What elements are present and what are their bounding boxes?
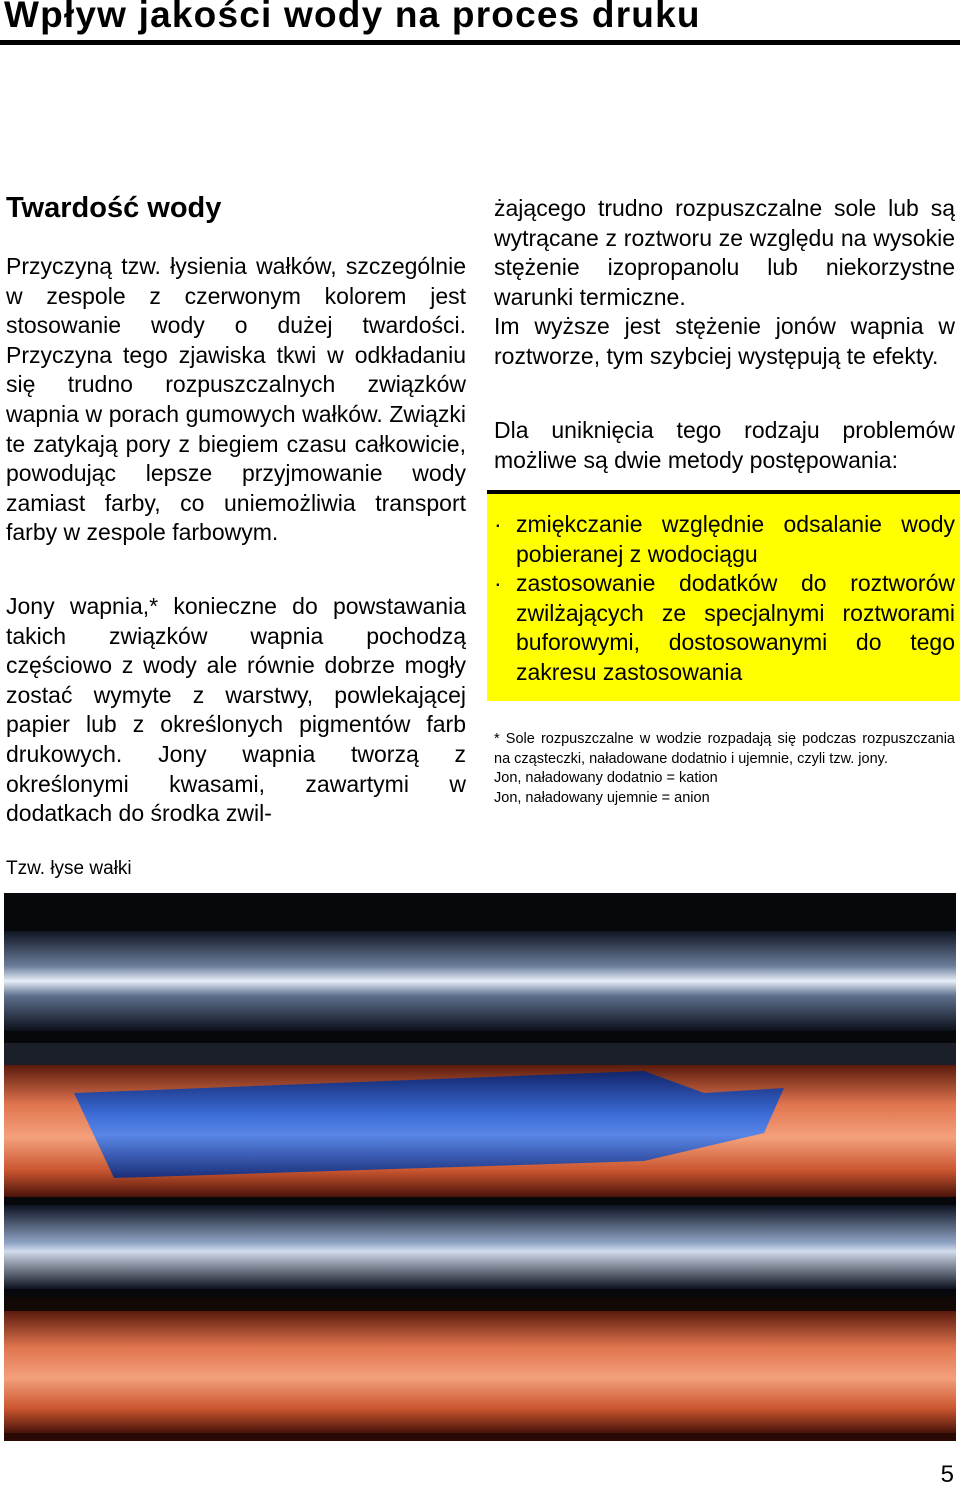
header-rule <box>0 40 960 45</box>
right-paragraph-3: Dla uniknięcia tego rodzaju problemów możliwe są dwie metody postępowania: <box>494 417 955 473</box>
highlight-box <box>487 490 960 701</box>
page-number: 5 <box>940 1461 954 1488</box>
section-title: Twardość wody <box>6 192 222 224</box>
bullet-mark: · <box>494 511 502 537</box>
footnote <box>494 730 955 808</box>
footnote-line: Jon, naładowany ujemnie = anion <box>494 789 710 806</box>
highlight-list-item <box>494 569 955 687</box>
bullet-mark: · <box>494 570 502 597</box>
rollers-photo-illustration <box>4 893 956 1441</box>
left-paragraph-2: Jony wapnia,* konieczne do powstawania takich związków wapnia pochodzą częściowo z wody ale równie dobrze mogły zostać wymyte z warstwy, powlekającej papier lub z określonych pigmentów farb drukowych. Jony wapnia tworzą z określonymi kwasami, zawartymi w dodatkach do środka zwil- <box>6 593 466 827</box>
page-header-title: Wpływ jakości wody na proces druku <box>4 0 701 35</box>
highlight-item-text: zmiękczanie względnie odsalanie wody pobieranej z wodociągu <box>516 511 955 567</box>
footnote-line: Jon, naładowany dodatnio = kation <box>494 770 718 787</box>
right-paragraph-1: żającego trudno rozpuszczalne sole lub są wytrącane z roztworu ze względu na wysokie stężenie izopropanolu lub niekorzystne warunki termiczne. <box>494 195 955 310</box>
highlight-item-text: zastosowanie dodatków do roztworów zwilżających ze specjalnymi roztworami buforowymi, dostosowanymi do tego zakresu zastosowania <box>516 570 955 685</box>
left-paragraph-1: Przyczyną tzw. łysienia wałków, szczególnie w zespole z czerwonym kolorem jest stosowanie wody o dużej twardości. Przyczyna tego zjawiska tkwi w odkładaniu się trudno rozpuszczalnych związków wapnia w porach gumowych wałków. Związki te zatykają pory z biegiem czasu całkowicie, powodując lepsze przyjmowanie wody zamiast farby, co uniemożliwia transport farby w zespole farbowym. <box>6 253 466 546</box>
footnote-line: * Sole rozpuszczalne w wodzie rozpadają się podczas rozpuszczania na cząsteczki, naładowane dodatnio i ujemnie, czyli tzw. jony. <box>494 731 955 767</box>
figure-caption: Tzw. łyse wałki <box>6 858 132 879</box>
highlight-list-item <box>494 510 955 569</box>
rollers-photo <box>4 893 956 1441</box>
right-paragraph-2: Im wyższe jest stężenie jonów wapnia w roztworze, tym szybciej występują te efekty. <box>494 313 955 369</box>
